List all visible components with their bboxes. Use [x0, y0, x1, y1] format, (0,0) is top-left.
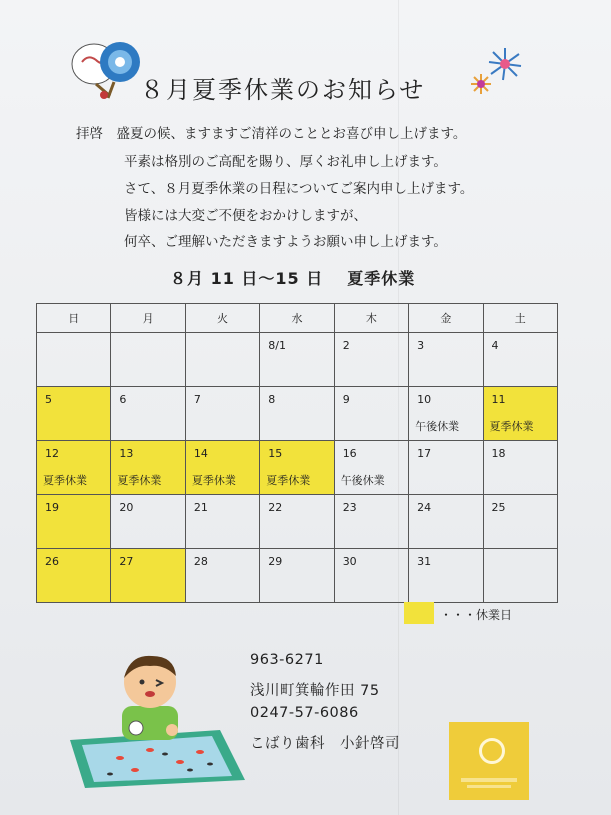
day-number: 4 [491, 339, 499, 352]
calendar-day [334, 387, 408, 441]
notice-title: ８月夏季休業のお知らせ [140, 76, 426, 104]
day-number: 10 [417, 393, 432, 406]
uchiwa-fan-icon [70, 38, 150, 100]
day-note: 夏季休業 [43, 474, 87, 487]
calendar-day [185, 387, 259, 441]
day-number: 18 [491, 447, 506, 460]
day-number: 22 [268, 501, 283, 514]
calendar-day [483, 441, 557, 495]
logo-text-mark [461, 778, 517, 782]
calendar-day [37, 333, 111, 387]
weekday-header: 水 [260, 304, 334, 333]
calendar-day [483, 549, 557, 603]
calendar-day [260, 387, 334, 441]
fireworks-icon [463, 44, 533, 100]
calendar-day [334, 549, 408, 603]
day-number: 29 [268, 555, 283, 568]
day-number: 12 [45, 447, 59, 460]
holiday-period [170, 266, 415, 289]
day-note: 午後休業 [340, 474, 385, 487]
calendar-day-closed [185, 441, 259, 495]
day-note: 午後休業 [415, 420, 460, 433]
day-number: 11 [491, 393, 506, 406]
calendar-day [409, 549, 483, 603]
day-note: 夏季休業 [191, 474, 236, 487]
calendar-day-closed [37, 495, 111, 549]
day-number: 13 [119, 447, 134, 460]
calendar-day [185, 333, 259, 387]
calendar-day [334, 333, 408, 387]
calendar-day-closed [37, 549, 111, 603]
calendar-day [111, 387, 185, 441]
day-number: 25 [491, 501, 506, 514]
legend-text: ・・・休業日 [440, 608, 513, 622]
calendar-day-closed [260, 441, 334, 495]
calendar-day-closed [37, 387, 111, 441]
day-number: 20 [119, 501, 134, 514]
calendar-day [409, 333, 483, 387]
calendar-day-closed [37, 441, 111, 495]
calendar-day [334, 441, 408, 495]
day-note: 夏季休業 [266, 474, 311, 487]
calendar-week-row [37, 441, 558, 495]
calendar-day [185, 549, 259, 603]
weekday-header: 金 [409, 304, 483, 333]
calendar-day [260, 333, 334, 387]
weekday-header: 土 [483, 304, 557, 333]
day-number: 8/1 [268, 339, 286, 352]
calendar-day-closed [111, 441, 185, 495]
calendar-day [260, 549, 334, 603]
day-number: 21 [193, 501, 208, 514]
calendar-day-closed [111, 549, 185, 603]
day-number: 27 [119, 555, 134, 568]
calendar-day [111, 495, 185, 549]
calendar-day [409, 495, 483, 549]
calendar-day [111, 333, 185, 387]
calendar-day [409, 441, 483, 495]
day-number: 6 [119, 393, 127, 406]
day-number: 23 [342, 501, 357, 514]
calendar-body [37, 333, 558, 603]
greeting-line: さて、８月夏季休業の日程についてご案内申し上げます。 [124, 181, 474, 197]
day-number: 30 [342, 555, 357, 568]
calendar-weekday-row [37, 304, 558, 333]
day-number: 31 [417, 555, 432, 568]
holiday-period-dates: ８月 11 日～15 日 [170, 269, 324, 288]
day-number: 19 [45, 501, 59, 514]
calendar-week-row [37, 549, 558, 603]
weekday-header: 日 [37, 304, 111, 333]
day-number: 8 [268, 393, 276, 406]
address: 浅川町箕輪作田 75 [250, 683, 380, 699]
holiday-period-label: 夏季休業 [347, 269, 416, 288]
calendar-day [185, 495, 259, 549]
clinic-name: こばり歯科 小針啓司 [250, 736, 400, 752]
day-number: 16 [342, 447, 357, 460]
weekday-header: 火 [185, 304, 259, 333]
postal-code: 963-6271 [250, 652, 324, 668]
calendar-day-closed [483, 387, 557, 441]
logo-text-mark [467, 785, 511, 788]
august-calendar [36, 303, 558, 603]
day-number: 7 [193, 393, 201, 406]
day-note: 夏季休業 [117, 474, 162, 487]
day-number: 15 [268, 447, 283, 460]
day-number: 24 [417, 501, 432, 514]
day-number: 17 [417, 447, 432, 460]
day-number: 14 [193, 447, 208, 460]
calendar-day [483, 333, 557, 387]
weekday-header: 木 [334, 304, 408, 333]
calendar-week-row [37, 333, 558, 387]
calendar-day [334, 495, 408, 549]
day-number: 9 [342, 393, 350, 406]
clinic-logo [449, 722, 529, 800]
day-number: 26 [45, 555, 59, 568]
calendar-day [260, 495, 334, 549]
day-number: 28 [193, 555, 208, 568]
day-note: 夏季休業 [489, 420, 534, 433]
boy-goldfish-scooping-icon [60, 650, 250, 790]
calendar-week-row [37, 387, 558, 441]
greeting-line: 平素は格別のご高配を賜り、厚くお礼申し上げます。 [124, 154, 447, 170]
legend-swatch [404, 602, 434, 624]
logo-circle-icon [479, 738, 505, 764]
calendar-week-row [37, 495, 558, 549]
calendar-day [409, 387, 483, 441]
greeting-line: 何卒、ご理解いただきますようお願い申し上げます。 [124, 234, 447, 250]
weekday-header: 月 [111, 304, 185, 333]
phone-number: 0247-57-6086 [250, 705, 359, 721]
day-number: 5 [45, 393, 52, 406]
greeting-line: 皆様には大変ご不便をおかけしますが、 [124, 208, 367, 224]
day-number: 2 [342, 339, 350, 352]
calendar-day [483, 495, 557, 549]
day-number: 3 [417, 339, 425, 352]
greeting-line: 拝啓 盛夏の候、ますますご清祥のこととお喜び申し上げます。 [76, 126, 467, 142]
